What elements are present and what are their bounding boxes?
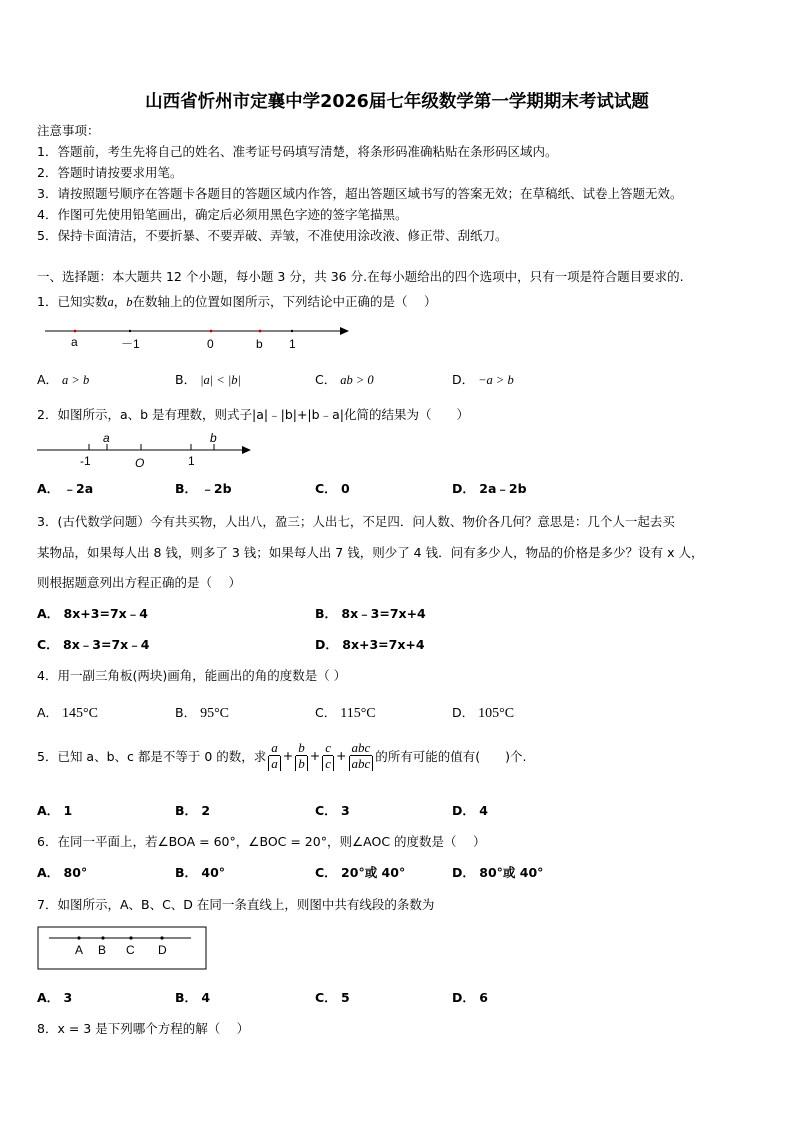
var-b: b (126, 295, 133, 309)
axis-label-origin: O (135, 456, 145, 470)
q1-option-c[interactable]: C． ab > 0 (315, 372, 374, 387)
q3-option-d[interactable]: D． 8x+3=7x+4 (315, 637, 425, 652)
section-heading: 一、选择题：本大题共 12 个小题，每小题 3 分，共 36 分.在每小题给出的四个选项中，只有一项是符合题目要求的. (37, 269, 684, 284)
segment-diagram (37, 926, 209, 972)
question-3-line: 某物品，如果每人出 8 钱，则多了 3 钱；如果每人出 7 钱，则少了 4 钱．问有多少人，物品的价格是多少？设有 x 人， (37, 545, 704, 560)
question-6-stem: 6．在同一平面上，若∠BOA = 60°，∠BOC = 20°，则∠AOC 的度数是（ ） (37, 834, 486, 849)
q2-option-b[interactable]: B． ﹣2b (175, 481, 232, 496)
q4-option-b[interactable]: B． 95°C (175, 705, 229, 721)
q5-option-b[interactable]: B． 2 (175, 803, 211, 818)
q5-option-d[interactable]: D． 4 (452, 803, 488, 818)
axis-label-1: 1 (289, 337, 296, 351)
axis-label-b: b (256, 337, 263, 351)
q6-option-d[interactable]: D． 80°或 40° (452, 865, 544, 880)
q2-option-c[interactable]: C． 0 (315, 481, 350, 496)
question-4-stem: 4．用一副三角板(两块)画角，能画出的角的度数是（ ） (37, 668, 347, 683)
q5-option-a[interactable]: A． 1 (37, 803, 73, 818)
axis-label-b: b (210, 431, 217, 445)
axis-label-0: 0 (207, 337, 214, 351)
axis-label-neg1: -1 (80, 454, 91, 468)
q4-option-c[interactable]: C． 115°C (315, 705, 376, 721)
page-title: 山西省忻州市定襄中学2026届七年级数学第一学期期末考试试题 (145, 92, 649, 112)
fraction-b: $\frac{b}{b}$ (293, 740, 310, 771)
q7-option-b[interactable]: B． 4 (175, 990, 211, 1005)
q6-option-b[interactable]: B． 40° (175, 865, 226, 880)
notice-item: 4．作图可先使用铅笔画出，确定后必须用黑色字迹的签字笔描黑。 (37, 207, 408, 222)
var-a: a (107, 295, 114, 309)
q4-option-d[interactable]: D． 105°C (452, 705, 515, 721)
point-label-d: D (158, 943, 167, 957)
notice-item: 2．答题时请按要求用笔。 (37, 165, 183, 180)
q3-option-b[interactable]: B． 8x﹣3=7x+4 (315, 606, 426, 621)
q3-option-c[interactable]: C． 8x﹣3=7x﹣4 (37, 637, 150, 652)
question-7-stem: 7．如图所示，A、B、C、D 在同一条直线上，则图中共有线段的条数为 (37, 897, 435, 912)
q5-option-c[interactable]: C． 3 (315, 803, 350, 818)
number-line-2 (37, 430, 257, 472)
question-1-stem: 1．已知实数a，b在数轴上的位置如图所示，下列结论中正确的是（ ） (37, 294, 437, 309)
fraction-abc: $\frac{\text{abc}}{\text{abc}}$ (347, 740, 376, 771)
fraction-c: $\frac{c}{c}$ (320, 740, 336, 771)
q1-option-b[interactable]: B． |a| < |b| (175, 372, 241, 387)
q6-option-c[interactable]: C． 20°或 40° (315, 865, 406, 880)
axis-label-a: a (103, 431, 110, 445)
notice-item: 5．保持卡面清洁，不要折暴、不要弄破、弄皱，不准使用涂改液、修正带、刮纸刀。 (37, 228, 508, 243)
question-3-line: 3．(古代数学问题）今有共买物，人出八，盈三；人出七，不足四．问人数、物价各几何？意思是：几个人一起去买 (37, 514, 675, 529)
notice-heading: 注意事项： (37, 123, 100, 138)
notice-item: 3．请按照题号顺序在答题卡各题目的答题区域内作答，超出答题区域书写的答案无效；在草稿纸、试卷上答题无效。 (37, 186, 683, 201)
question-2-stem: 2．如图所示，a、b 是有理数，则式子|a|﹣|b|+|b﹣a|化简的结果为（ ） (37, 407, 469, 422)
q1-option-d[interactable]: D． −a > b (452, 372, 514, 387)
q4-option-a[interactable]: A． 145°C (37, 705, 98, 721)
point-label-b: B (98, 943, 107, 957)
notice-item: 1．答题前，考生先将自己的姓名、准考证号码填写清楚，将条形码准确粘贴在条形码区域内。 (37, 144, 558, 159)
point-label-a: A (75, 943, 84, 957)
point-label-c: C (126, 943, 135, 957)
q2-option-d[interactable]: D． 2a﹣2b (452, 481, 527, 496)
question-8-stem: 8．x = 3 是下列哪个方程的解（ ） (37, 1021, 250, 1036)
number-line-1 (40, 320, 360, 356)
q7-option-a[interactable]: A． 3 (37, 990, 73, 1005)
q3-option-a[interactable]: A． 8x+3=7x﹣4 (37, 606, 148, 621)
axis-label-a: a (71, 335, 78, 349)
fraction-a: $\frac{a}{a}$ (266, 740, 283, 771)
q6-option-a[interactable]: A． 80° (37, 865, 88, 880)
axis-label-neg1: －1 (121, 337, 140, 351)
q1-option-a[interactable]: A． a > b (37, 372, 90, 387)
question-3-line: 则根据题意列出方程正确的是（ ） (37, 575, 241, 590)
q2-option-a[interactable]: A． ﹣2a (37, 481, 94, 496)
question-5-stem: 5．已知 a、b、c 都是不等于 0 的数，求 $\frac{a}{a}$ + $\frac{b}{b}$ + $\frac{c}{c}$ + $\frac{\text{abc}}{\text{abc}}$ 的所有可能的值有( )个. (37, 740, 527, 771)
q7-option-d[interactable]: D． 6 (452, 990, 488, 1005)
q7-option-c[interactable]: C． 5 (315, 990, 350, 1005)
axis-label-1: 1 (188, 454, 195, 468)
